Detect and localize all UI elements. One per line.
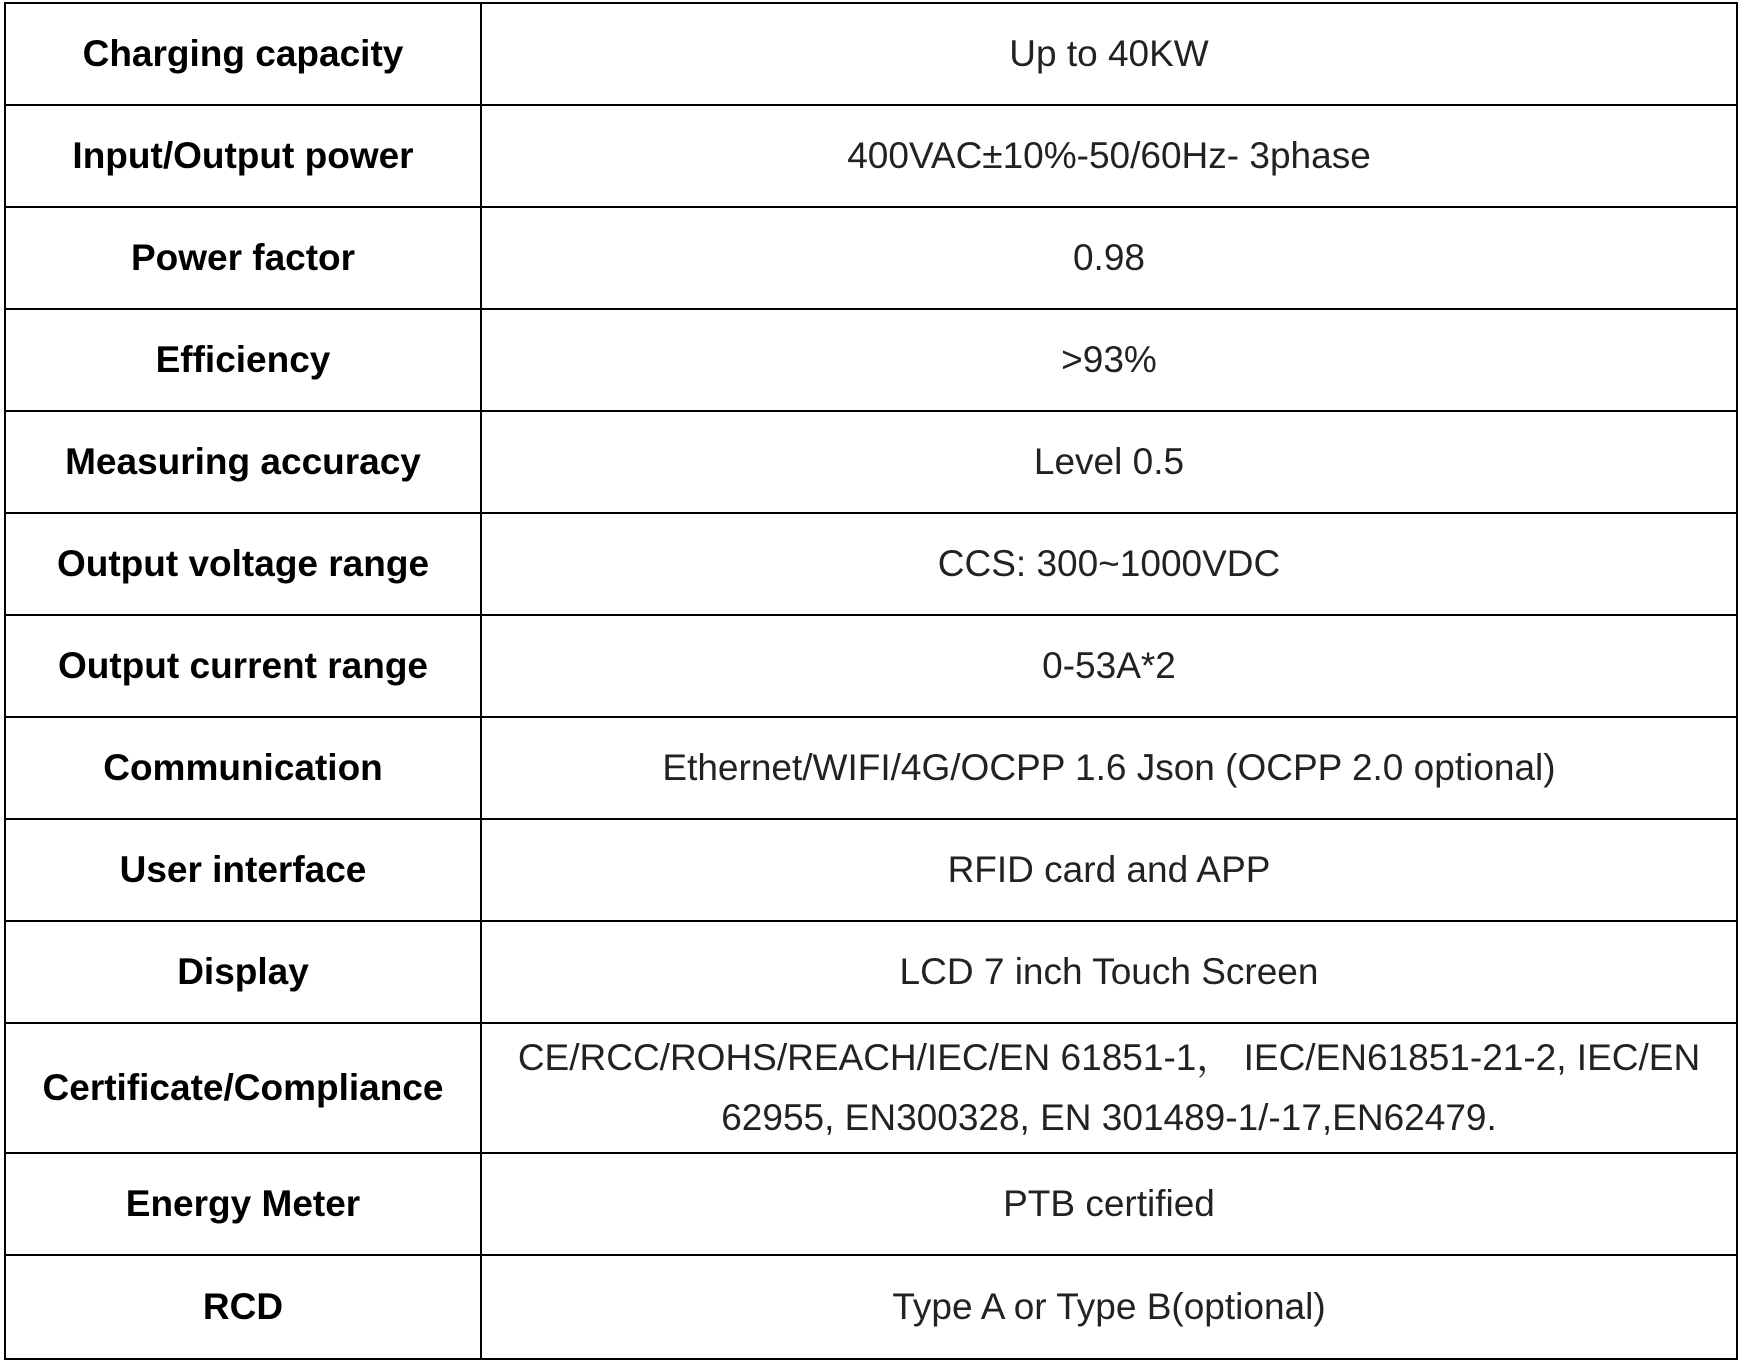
table-row — [5, 411, 1737, 513]
spec-label: Power factor — [5, 207, 481, 309]
table-row — [5, 105, 1737, 207]
spec-label: Efficiency — [5, 309, 481, 411]
spec-label: Input/Output power — [5, 105, 481, 207]
spec-label: User interface — [5, 819, 481, 921]
spec-label: Output voltage range — [5, 513, 481, 615]
spec-label: Energy Meter — [5, 1153, 481, 1255]
spec-label: Output current range — [5, 615, 481, 717]
spec-label: Display — [5, 921, 481, 1023]
table-row — [5, 615, 1737, 717]
spec-label: Communication — [5, 717, 481, 819]
spec-label: Charging capacity — [5, 3, 481, 105]
table-row — [5, 1153, 1737, 1255]
spec-value: CCS: 300~1000VDC — [481, 513, 1737, 615]
spec-label: Measuring accuracy — [5, 411, 481, 513]
table-row — [5, 3, 1737, 105]
spec-value: Up to 40KW — [481, 3, 1737, 105]
spec-value: >93% — [481, 309, 1737, 411]
table-row — [5, 207, 1737, 309]
table-row — [5, 1023, 1737, 1153]
table-row — [5, 717, 1737, 819]
spec-table — [4, 2, 1738, 1360]
table-row — [5, 1255, 1737, 1359]
table-row — [5, 513, 1737, 615]
spec-value: Ethernet/WIFI/4G/OCPP 1.6 Json (OCPP 2.0 optional) — [481, 717, 1737, 819]
table-row — [5, 921, 1737, 1023]
spec-value: CE/RCC/ROHS/REACH/IEC/EN 61851-1， IEC/EN61851-21-2, IEC/EN 62955, EN300328, EN 301489-1/-17,EN62479. — [481, 1023, 1737, 1153]
table-row — [5, 309, 1737, 411]
spec-value: Type A or Type B(optional) — [481, 1255, 1737, 1359]
spec-label: Certificate/Compliance — [5, 1023, 481, 1153]
spec-value: 0-53A*2 — [481, 615, 1737, 717]
table-row — [5, 819, 1737, 921]
spec-label: RCD — [5, 1255, 481, 1359]
spec-value: Level 0.5 — [481, 411, 1737, 513]
spec-value: LCD 7 inch Touch Screen — [481, 921, 1737, 1023]
spec-value: RFID card and APP — [481, 819, 1737, 921]
spec-value: 0.98 — [481, 207, 1737, 309]
spec-value: PTB certified — [481, 1153, 1737, 1255]
spec-value: 400VAC±10%-50/60Hz- 3phase — [481, 105, 1737, 207]
